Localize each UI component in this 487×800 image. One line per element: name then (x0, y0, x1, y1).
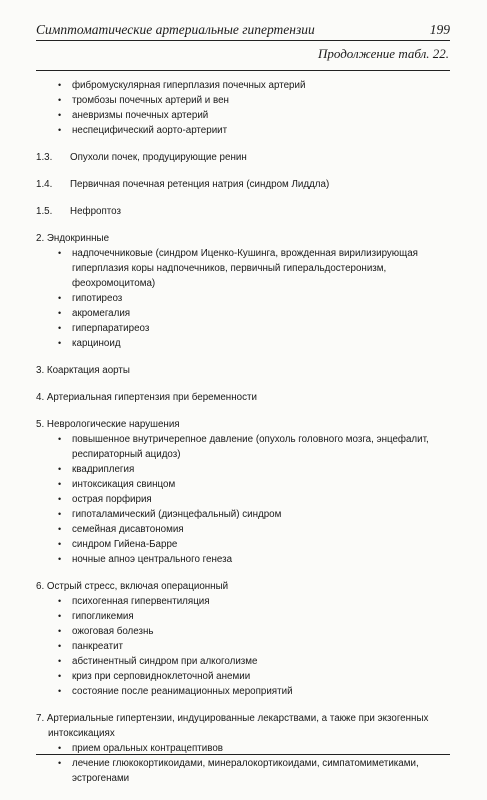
list-item: • абстинентный синдром при алкоголизме (58, 654, 450, 669)
subsection-row (36, 177, 450, 192)
list-item: • синдром Гийена-Барре (58, 537, 450, 552)
section-endocrine (36, 231, 450, 351)
running-title: Симптоматические артериальные гипертензии (36, 22, 315, 37)
list-item: • гипотиреоз (58, 291, 450, 306)
section-title: 4. Артериальная гипертензия при беременности (36, 392, 257, 403)
list-item: • акромегалия (58, 306, 450, 321)
list-item: • криз при серповидноклеточной анемии (58, 669, 450, 684)
table-top-rule (36, 70, 450, 71)
table-body (36, 78, 450, 786)
subsection-number: 1.5. (36, 206, 53, 217)
list-item: • фибромускулярная гиперплазия почечных артерий (58, 78, 450, 93)
section-neurological (36, 417, 450, 567)
list-item: • лечение глюкокортикоидами, минералокортикоидами, симпатомиметиками, эстрогенами (58, 756, 450, 786)
section-bullet-list (36, 246, 450, 351)
list-item: • гипоталамический (диэнцефальный) синдром (58, 507, 450, 522)
running-header (36, 18, 450, 41)
subsection-number: 1.3. (36, 152, 53, 163)
list-item: • тромбозы почечных артерий и вен (58, 93, 450, 108)
list-item: • острая порфирия (58, 492, 450, 507)
subsection-number: 1.4. (36, 179, 53, 190)
subsection-text: Первичная почечная ретенция натрия (синдром Лиддла) (70, 179, 330, 190)
list-item: • неспецифический аорто-артериит (58, 123, 450, 138)
section-acute-stress (36, 579, 450, 699)
list-item: • прием оральных контрацептивов (58, 741, 450, 756)
section-title: 3. Коарктация аорты (36, 365, 130, 376)
list-item: • квадриплегия (58, 462, 450, 477)
list-item: • панкреатит (58, 639, 450, 654)
list-item: • аневризмы почечных артерий (58, 108, 450, 123)
list-item: • ночные апноэ центрального генеза (58, 552, 450, 567)
section-title: 7. Артериальные гипертензии, индуцированные лекарствами, а также при экзогенных интоксикациях (36, 713, 429, 739)
section-bullet-list (36, 741, 450, 786)
list-item: • семейная дисавтономия (58, 522, 450, 537)
subsection-text: Опухоли почек, продуцирующие ренин (70, 152, 247, 163)
subsection-row (36, 204, 450, 219)
list-item: • гипогликемия (58, 609, 450, 624)
list-item: • психогенная гипервентиляция (58, 594, 450, 609)
list-item: • состояние после реанимационных мероприятий (58, 684, 450, 699)
section-title: 5. Неврологические нарушения (36, 419, 180, 430)
section-drug-induced (36, 711, 450, 786)
section-coarctation (36, 363, 450, 378)
subsection-text: Нефроптоз (70, 206, 121, 217)
section-bullet-list (36, 594, 450, 699)
table-continued-label: Продолжение табл. 22. (318, 46, 449, 61)
section-title: 6. Острый стресс, включая операционный (36, 581, 229, 592)
list-item: • карциноид (58, 336, 450, 351)
section-bullet-list (36, 432, 450, 567)
section-pregnancy (36, 390, 450, 405)
list-item: • повышенное внутричерепное давление (опухоль головного мозга, энцефалит, респираторный ацидоз) (58, 432, 450, 462)
subsection-row (36, 150, 450, 165)
page-number: 199 (429, 22, 450, 37)
table-bottom-rule (36, 754, 450, 755)
list-item: • надпочечниковые (синдром Иценко-Кушинга, врожденная вирилизирующая гиперплазия коры надпочечников, первичный гиперальдостеронизм, феохромоцитома) (58, 246, 450, 291)
list-item: • ожоговая болезнь (58, 624, 450, 639)
list-item: • гиперпаратиреоз (58, 321, 450, 336)
list-item: • интоксикация свинцом (58, 477, 450, 492)
top-bullet-list (36, 78, 450, 138)
section-title: 2. Эндокринные (36, 233, 110, 244)
